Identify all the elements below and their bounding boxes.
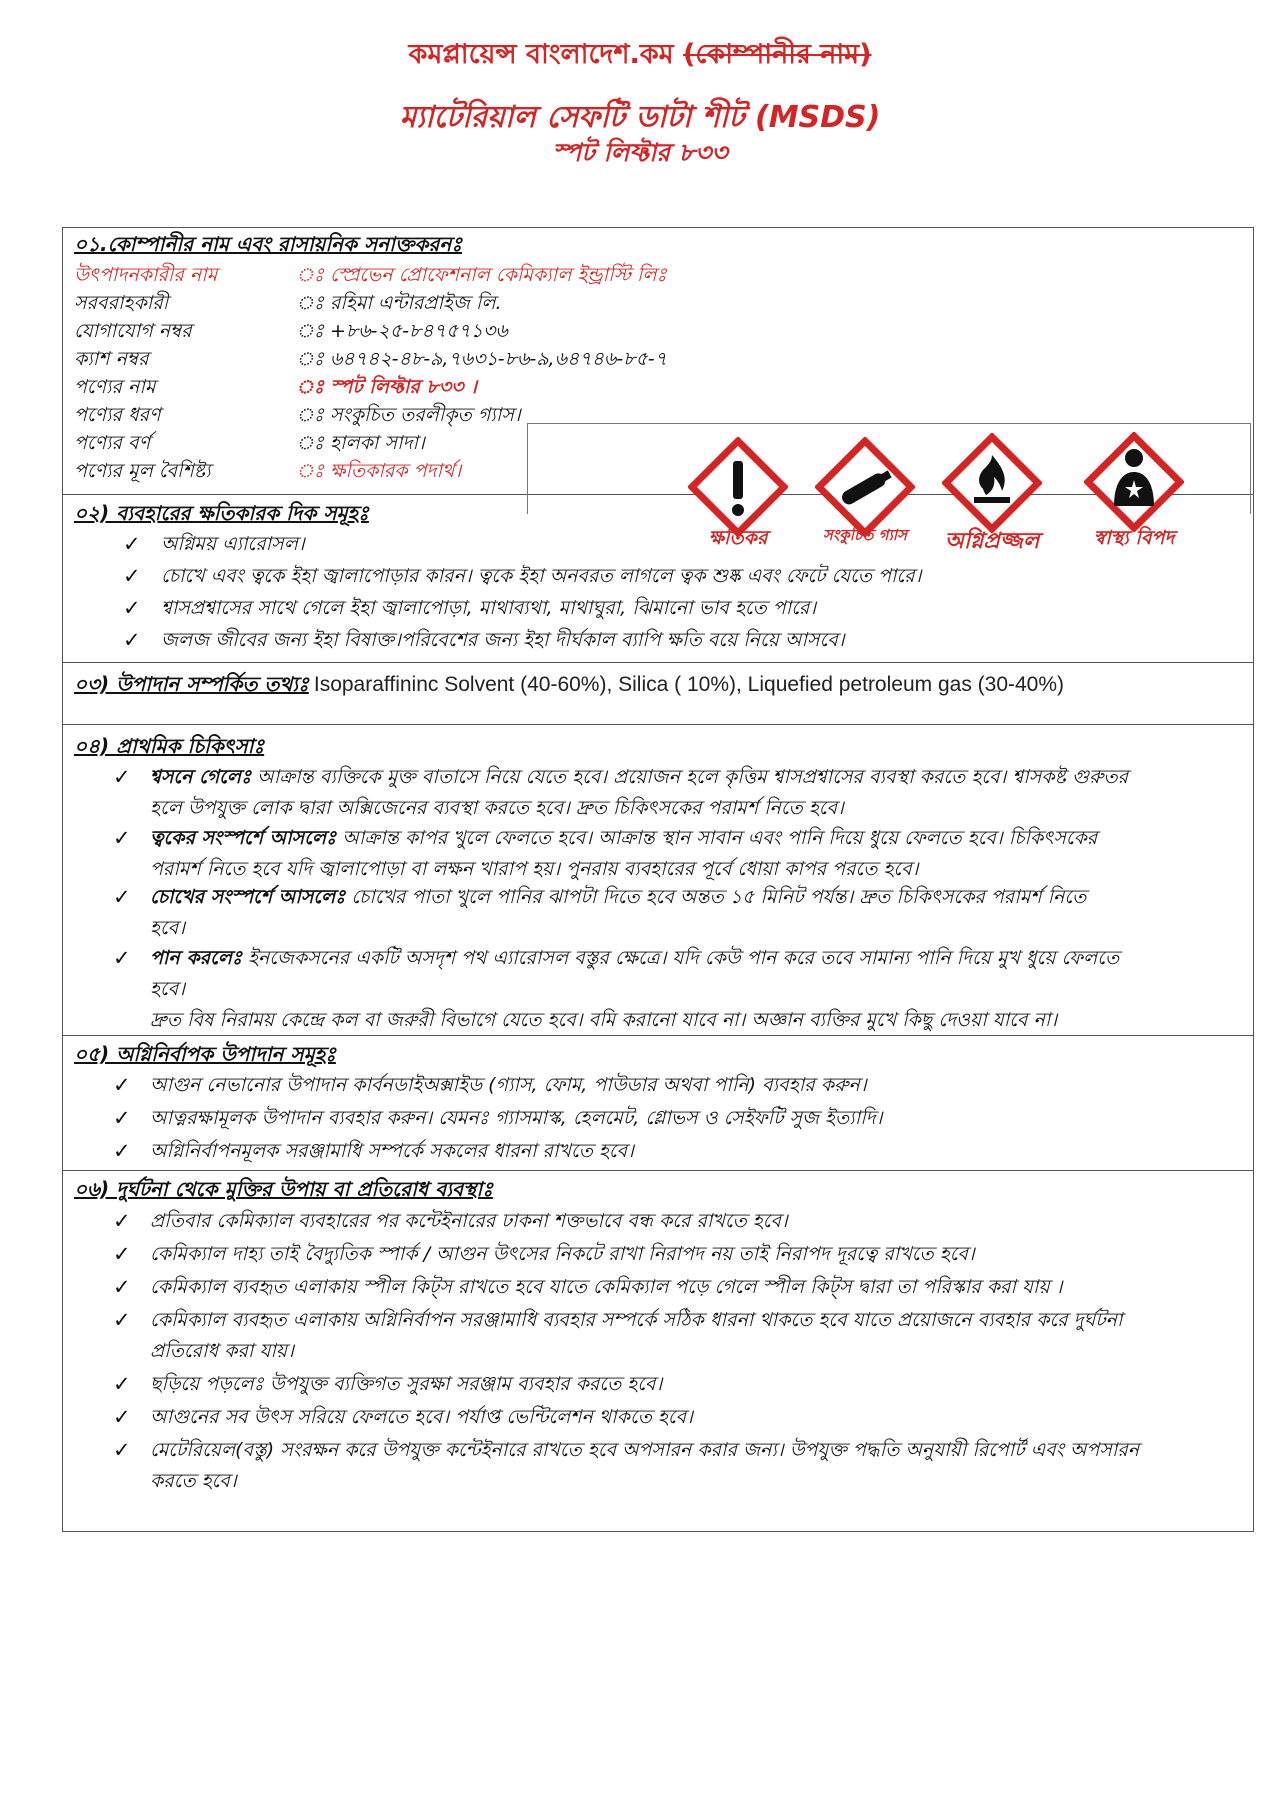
- checkmark-icon: ✓: [113, 1405, 131, 1429]
- section-divider: [63, 1170, 1253, 1171]
- field-value: ঃ স্পট লিফ্টার ৮৩৩ ।: [296, 376, 477, 398]
- hazard-item: চোখে এবং ত্বকে ইহা জ্বালাপোড়ার কারন। ত্বকে ইহা অনবরত লাগলে ত্বক শুষ্ক এবং ফেটে যেতে পারে।: [161, 565, 922, 587]
- first-aid-text: আক্রান্ত কাপর খুলে ফেলতে হবে। আক্রান্ত স্থান সাবান এবং পানি দিয়ে ধুয়ে ফেলতে হবে। চিকিৎসকের: [336, 827, 1098, 849]
- first-aid-text: চোখের পাতা খুলে পানির ঝাপটা দিতে হবে অন্তত ১৫ মিনিট পর্যন্ত। দ্রুত চিকিৎসকের পরামর্শ নিতে: [345, 886, 1087, 908]
- prevention-item: কেমিক্যাল ব্যবহৃত এলাকায় স্পীল কিট্স রাখতে হবে যাতে কেমিক্যাল পড়ে গেলে স্পীল কিট্স দ্বারা তা পরিস্কার করা যায় ।: [150, 1276, 1063, 1298]
- prevention-text: মেটেরিয়েল(বস্তু) সংরক্ষন করে উপযুক্ত কন্টেইনারে রাখতে হবে অপসারন করার জন্য। উপযুক্ত পদ্ধতি অনুযায়ী রিপোর্ট এবং অপসারন: [150, 1439, 1140, 1461]
- section4-title: ০৪) প্রাথমিক চিকিৎসাঃ: [74, 734, 265, 758]
- field-value: ঃ হালকা সাদা।: [296, 432, 425, 454]
- prevention-item: প্রতিবার কেমিক্যাল ব্যবহারের পর কন্টেইনারের ঢাকনা শক্তভাবে বন্ধ করে রাখতে হবে।: [150, 1210, 788, 1232]
- field-label: যোগাযোগ নম্বর: [74, 320, 192, 342]
- section-divider: [63, 1035, 1253, 1036]
- flame-hazard-icon: [942, 433, 1042, 533]
- section3-title: ০৩) উপাদান সম্পর্কিত তথ্যঃ: [74, 672, 309, 696]
- checkmark-icon: ✓: [123, 628, 141, 652]
- pictogram-label: ক্ষতিকর: [708, 527, 768, 549]
- fire-fighting-item: আগুন নেভানোর উপাদান কার্বনডাইঅক্সাইড (গ্যাস, ফোম, পাউডার অথবা পানি) ব্যবহার করুন।: [150, 1074, 867, 1096]
- prevention-text: প্রতিরোধ করা যায়।: [150, 1340, 294, 1362]
- ingredients-text: Isoparaffininc Solvent (40-60%), Silica ( 10%), Liquefied petroleum gas (30-40%): [313, 673, 1065, 696]
- first-aid-text: ইনজেকসনের একটি অসদৃশ পথ এ্যারোসল বস্তুর ক্ষেত্রে। যদি কেউ পান করে তবে সামান্য পানি দিয়ে মুখ ধুয়ে ফেলতে: [242, 947, 1120, 969]
- field-label: পণ্যের বর্ণ: [74, 432, 151, 454]
- health-hazard-icon: [1084, 432, 1184, 532]
- pictogram-label: স্বাস্থ্য বিপদ: [1093, 527, 1175, 549]
- section2-title: ০২) ব্যবহারের ক্ষতিকারক দিক সমূহঃ: [74, 501, 369, 525]
- checkmark-icon: ✓: [113, 1438, 131, 1462]
- first-aid-text: দ্রুত বিষ নিরাময় কেন্দ্রে কল বা জরুরী বিভাগে যেতে হবে। বমি করানো যাবে না। অজ্ঞান ব্যক্তির মুখে কিছু দেওয়া যাবে না।: [150, 1009, 1058, 1031]
- field-label: সরবরাহকারী: [74, 292, 169, 314]
- company-name: কমপ্লায়েন্স বাংলাদেশ.কম: [408, 39, 674, 70]
- first-aid-text: হবে।: [150, 978, 185, 1000]
- checkmark-icon: ✓: [123, 564, 141, 588]
- gas-cylinder-hazard-icon: [815, 437, 915, 537]
- checkmark-icon: ✓: [113, 1242, 131, 1266]
- checkmark-icon: ✓: [113, 885, 131, 909]
- first-aid-lead: চোখের সংস্পর্শে আসলেঃ: [150, 886, 346, 908]
- field-label: পণ্যের মূল বৈশিষ্ট্য: [74, 460, 211, 482]
- document-title: ম্যাটেরিয়াল সেফটি ডাটা শীট (MSDS): [399, 100, 881, 135]
- company-name-placeholder: (কোম্পানীর নাম): [683, 39, 872, 70]
- first-aid-text: হবে।: [150, 917, 185, 939]
- field-label: উৎপাদনকারীর নাম: [74, 264, 218, 286]
- prevention-item: কেমিক্যাল দাহ্য তাই বৈদ্যুতিক স্পার্ক / আগুন উৎসের নিকটে রাখা নিরাপদ নয় তাই নিরাপদ দূরত্বে রাখতে হবে।: [150, 1243, 975, 1265]
- first-aid-lead: শ্বসনে গেলেঃ: [150, 766, 252, 788]
- hazard-item: অগ্নিময় এ্যারোসল।: [161, 533, 305, 555]
- exclamation-hazard-icon: [688, 437, 788, 537]
- prevention-item: আগুনের সব উৎস সরিয়ে ফেলতে হবে। পর্যাপ্ত ভেন্টিলেশন থাকতে হবে।: [150, 1406, 693, 1428]
- first-aid-text: হলে উপযুক্ত লোক দ্বারা অক্সিজেনের ব্যবস্থা করতে হবে। দ্রুত চিকিৎসকের পরামর্শ নিতে হবে।: [150, 797, 844, 819]
- product-title: স্পট লিফ্টার ৮৩৩: [552, 138, 728, 167]
- section3-row: [74, 670, 1064, 703]
- field-label: ক্যাশ নম্বর: [74, 348, 149, 370]
- section6-title: ০৬) দুর্ঘটনা থেকে মুক্তির উপায় বা প্রতিরোধ ব্যবস্থাঃ: [74, 1177, 493, 1201]
- prevention-text: করতে হবে।: [150, 1470, 237, 1492]
- field-value: ঃ ৬৪৭৪২-৪৮-৯,৭৬৩১-৮৬-৯,৬৪৭৪৬-৮৫-৭: [296, 348, 668, 370]
- checkmark-icon: ✓: [113, 1372, 131, 1396]
- first-aid-text: পরামর্শ নিতে হবে যদি জ্বালাপোড়া বা লক্ষন খারাপ হয়। পুনরায় ব্যবহারের পূর্বে ধোয়া কাপর পরতে হবে।: [150, 858, 919, 880]
- pictogram-label: অগ্নিপ্রজ্জল: [944, 529, 1040, 554]
- first-aid-lead: পান করলেঃ: [150, 947, 243, 969]
- first-aid-ingestion: [150, 943, 1119, 1036]
- field-value: ঃ +৮৬-২৫-৮৪৭৫৭১৩৬: [296, 320, 508, 342]
- checkmark-icon: ✓: [113, 1308, 131, 1332]
- checkmark-icon: ✓: [113, 1073, 131, 1097]
- checkmark-icon: ✓: [113, 765, 131, 789]
- checkmark-icon: ✓: [113, 1139, 131, 1163]
- field-value: ঃ সংকুচিত তরলীকৃত গ্যাস।: [296, 404, 521, 426]
- prevention-item: ছড়িয়ে পড়লেঃ উপযুক্ত ব্যক্তিগত সুরক্ষা সরঞ্জাম ব্যবহার করতে হবে।: [150, 1373, 663, 1395]
- first-aid-inhalation: [150, 762, 1128, 824]
- section-divider: [63, 662, 1253, 663]
- company-name-header: [0, 34, 1280, 79]
- checkmark-icon: ✓: [123, 596, 141, 620]
- first-aid-lead: ত্বকের সংস্পর্শে আসলেঃ: [150, 827, 337, 849]
- fire-fighting-item: অগ্নিনির্বাপনমূলক সরঞ্জামাধি সম্পর্কে সকলের ধারনা রাখতে হবে।: [150, 1140, 634, 1162]
- field-value: ঃ ক্ষতিকারক পদার্থ।: [296, 460, 462, 482]
- checkmark-icon: ✓: [113, 1275, 131, 1299]
- section5-title: ০৫) অগ্নিনির্বাপক উপাদান সমূহঃ: [74, 1042, 336, 1066]
- hazard-item: জলজ জীবের জন্য ইহা বিষাক্ত।পরিবেশের জন্য ইহা দীর্ঘকাল ব্যাপি ক্ষতি বয়ে নিয়ে আসবে।: [161, 629, 845, 651]
- hazard-item: শ্বাসপ্রশ্বাসের সাথে গেলে ইহা জ্বালাপোড়া, মাথাব্যথা, মাথাঘুরা, ঝিমানো ভাব হতে পারে।: [161, 597, 817, 619]
- first-aid-text: আক্রান্ত ব্যক্তিকে মুক্ত বাতাসে নিয়ে যেতে হবে। প্রয়োজন হলে কৃত্তিম শ্বাসপ্রশ্বাসের ব্যবস্থা করতে হবে। শ্বাসকষ্ট গুরুতর: [251, 766, 1129, 788]
- prevention-item: [150, 1305, 1123, 1367]
- prevention-item: [150, 1435, 1139, 1497]
- fire-fighting-item: আত্নরক্ষামূলক উপাদান ব্যবহার করুন। যেমনঃ গ্যাসমাস্ক, হেলমেট, গ্লোভস ও সেইফটি সুজ ইত্যাদি।: [150, 1107, 883, 1129]
- field-label: পণ্যের নাম: [74, 376, 156, 398]
- field-label: পণ্যের ধরণ: [74, 404, 161, 426]
- section1-title: ০১.কোম্পানীর নাম এবং রাসায়নিক সনাক্তকরনঃ: [74, 232, 462, 256]
- checkmark-icon: ✓: [113, 946, 131, 970]
- checkmark-icon: ✓: [113, 826, 131, 850]
- checkmark-icon: ✓: [113, 1106, 131, 1130]
- section-divider: [63, 724, 1253, 725]
- field-value: ঃ স্প্রেভেন প্রোফেশনাল কেমিক্যাল ইন্ড্রাস্টি লিঃ: [296, 264, 667, 286]
- first-aid-skin: [150, 823, 1097, 885]
- field-value: ঃ রহিমা এন্টারপ্রাইজ লি.: [296, 292, 502, 314]
- first-aid-eyes: [150, 882, 1086, 944]
- checkmark-icon: ✓: [113, 1209, 131, 1233]
- prevention-text: কেমিক্যাল ব্যবহৃত এলাকায় অগ্নিনির্বাপন সরঞ্জামাধি ব্যবহার সম্পর্কে সঠিক ধারনা থাকতে হবে যাতে প্রয়োজনে ব্যবহার করে দুর্ঘটনা: [150, 1309, 1123, 1331]
- checkmark-icon: ✓: [123, 532, 141, 556]
- pictogram-label: সংকুচিত গ্যাস: [822, 526, 908, 544]
